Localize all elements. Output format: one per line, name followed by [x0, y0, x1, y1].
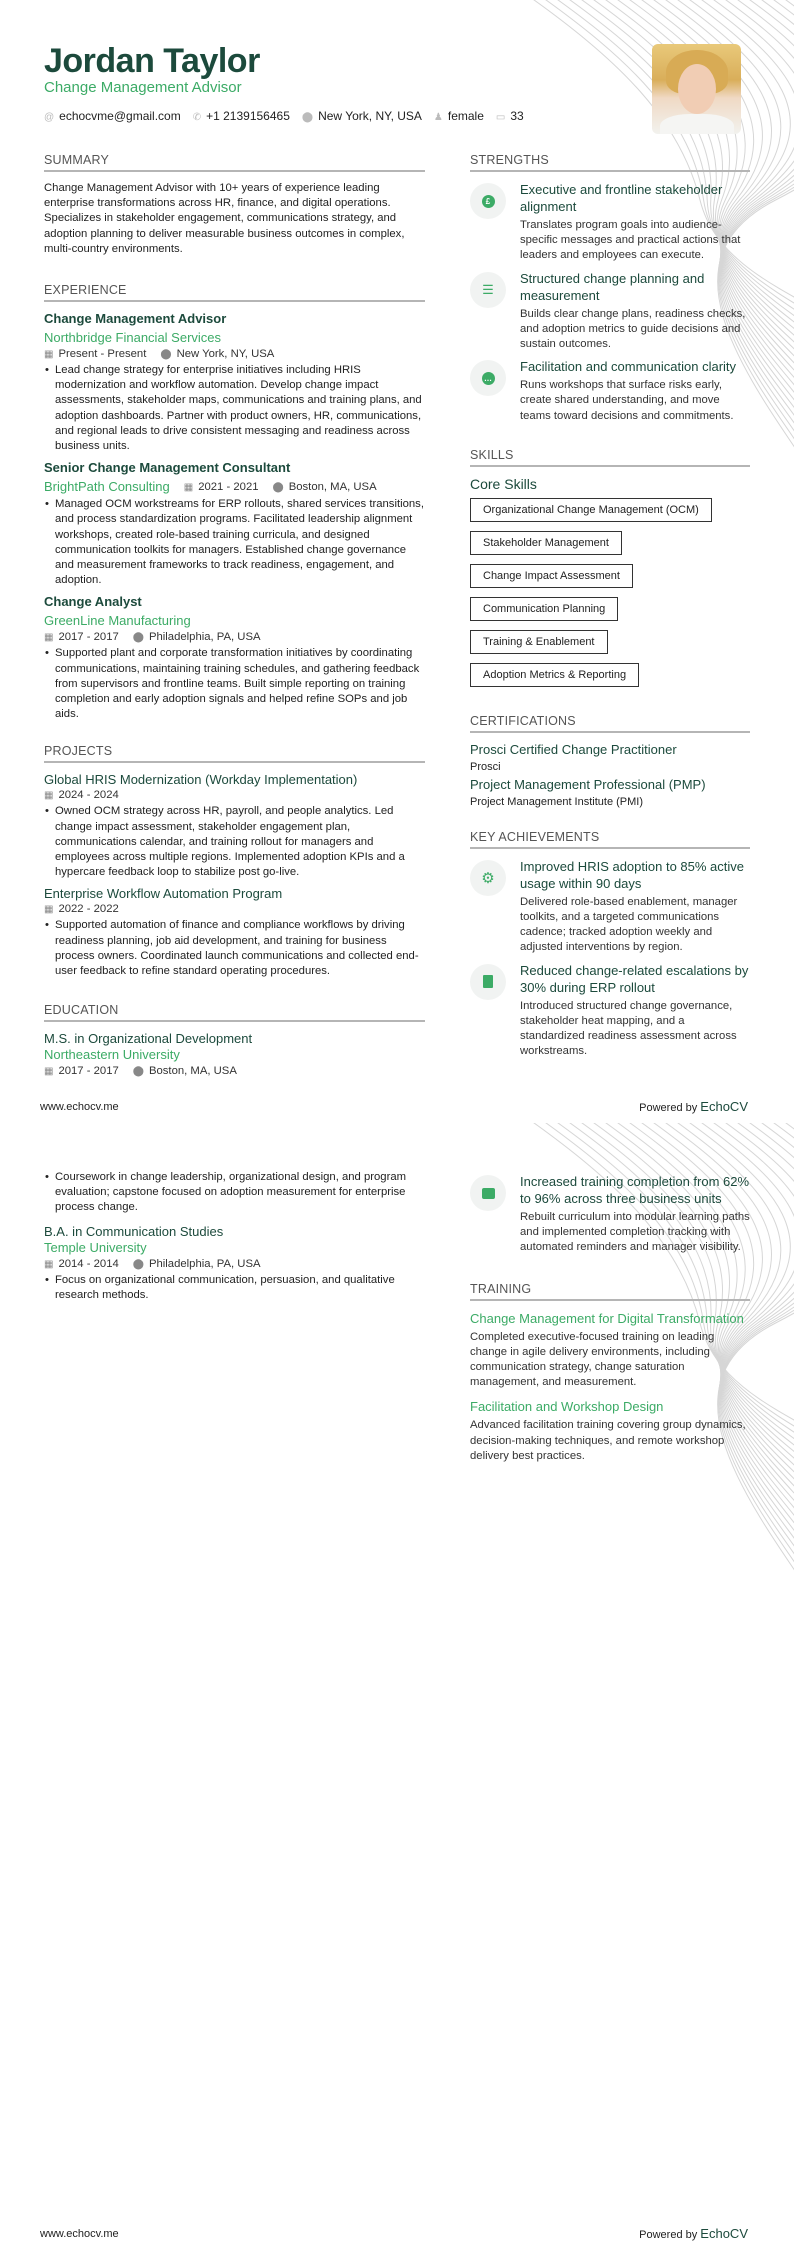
degree: B.A. in Communication Studies — [44, 1223, 224, 1239]
left-column — [44, 153, 425, 1095]
job-bullet: • Managed OCM workstreams for ERP rollouts, shared services transitions, and process standardization programs. Facilitated leadership alignment workshops, created role-based training curricula, and designed communication toolkits for managers. Established change governance and measurement frameworks to track readiness, engagement, and adoption. — [44, 497, 425, 588]
project-bullet: • Owned OCM strategy across HR, payroll, and people analytics. Led change impact assessment, stakeholder engagement plan, communications calendar, and training rollout for managers and employees across multiple regions. Implemented adoption KPIs and a hypercare feedback loop to stabilize post go-live. — [44, 804, 425, 880]
education-bullet: • Focus on organizational communication, persuasion, and qualitative research methods. — [44, 1273, 425, 1303]
skill-tag: Communication Planning — [470, 597, 618, 621]
skill-tag: Organizational Change Management (OCM) — [470, 498, 712, 522]
summary-section — [44, 153, 425, 257]
experience-entry: Change Management Advisor Northbridge Financial Services ▦ Present - Present ⬤ New York, NY, USA • Lead change strategy for enterprise initiatives including HRIS modernization and workflow automation. Develop change impact assessments, stakeholder maps, communications and training plans, and adoption dashboards. Partner with product owners, HR, communications, and regional leads to drive consistent messaging and readiness across business units. — [44, 311, 425, 454]
job-company: BrightPath Consulting — [44, 479, 170, 495]
calendar-icon: ▦ — [44, 349, 54, 361]
location-icon: ⬤ — [132, 1258, 144, 1270]
camera-icon — [482, 1188, 495, 1199]
project-name: Global HRIS Modernization (Workday Implementation) — [44, 772, 358, 788]
skill-tag: Training & Enablement — [470, 630, 608, 654]
calendar-icon: ▦ — [44, 632, 54, 644]
job-bullet: • Lead change strategy for enterprise initiatives including HRIS modernization and workflow automation. Develop change impact assessments, stakeholder maps, communications and training plans, and adoption dashboards. Partner with product owners, HR, communications, and regional leads to drive consistent messaging and readiness across business units. — [44, 363, 425, 454]
contact-phone[interactable]: ✆ +1 2139156465 — [192, 109, 290, 123]
project-name: Enterprise Workflow Automation Program — [44, 886, 283, 902]
right-column — [470, 153, 750, 1077]
school: Temple University — [44, 1239, 147, 1255]
contact-gender: ♟ female — [433, 109, 484, 123]
calendar-icon: ▦ — [44, 904, 54, 916]
training-section — [470, 1282, 750, 1464]
location-icon: ⬤ — [160, 349, 172, 361]
experience-entry: Change Analyst GreenLine Manufacturing ▦ 2017 - 2017 ⬤ Philadelphia, PA, USA • Supported plant and corporate transformation initiatives by coordinating communications, maintaining training schedules, and gathering feedback from supervisors and frontline teams. Built simple reporting on training completion and early adoption signals and helped refine SOPs and job aids. — [44, 594, 425, 722]
achievements-section — [470, 830, 750, 1060]
contact-row — [44, 109, 524, 123]
achievement-item: Increased training completion from 62% to 96% across three business units Rebuilt curriculum into modular learning paths and implemented completion tracking with automated reminders and manager visibility. — [470, 1173, 750, 1256]
training-desc: Completed executive-focused training on leading change in agile delivery environments, including communication strategy, change saturation management, and measurement. — [470, 1330, 715, 1389]
candidate-name: Jordan Taylor — [44, 42, 260, 80]
skill-group-title: Core Skills — [470, 475, 537, 492]
job-role: Change Analyst — [44, 594, 142, 610]
skill-tag: Change Impact Assessment — [470, 564, 633, 588]
section-heading: STRENGTHS — [470, 153, 750, 172]
cert-name: Project Management Professional (PMP) — [470, 776, 706, 792]
strength-item: ☰ Structured change planning and measurement Builds clear change plans, readiness checks, and adoption metrics to guide decisions and sustain outcomes. — [470, 270, 750, 353]
achievement-item: ⚙ Improved HRIS adoption to 85% active usage within 90 days Delivered role-based enablement, manager toolkits, and a targeted communications cadence; tracked adoption weekly and adjusted interventions by region. — [470, 858, 750, 956]
at-icon: @ — [44, 112, 55, 123]
location-icon: ⬤ — [272, 481, 284, 493]
section-heading: SUMMARY — [44, 153, 425, 172]
training-name: Facilitation and Workshop Design — [470, 1399, 664, 1415]
section-heading: CERTIFICATIONS — [470, 714, 750, 733]
person-icon: ♟ — [433, 112, 443, 123]
summary-text: Change Management Advisor with 10+ years of experience leading enterprise transformations across HR, finance, and digital operations. Specializes in stakeholder engagement, communications strategy, and adoption planning to deliver measurable business outcomes in complex, multi-country environments. — [44, 182, 405, 255]
cert-issuer: Prosci — [470, 760, 501, 773]
section-heading: EDUCATION — [44, 1003, 425, 1022]
job-company: Northbridge Financial Services — [44, 330, 222, 346]
location-icon: ⬤ — [132, 1066, 144, 1078]
experience-entry: Senior Change Management Consultant BrightPath Consulting ▦ 2021 - 2021 ⬤ Boston, MA, USA • Managed OCM workstreams for ERP rollouts, shared services transitions, and process standardization programs. Facilitated leadership alignment workshops, created role-based training curricula, and designed communication toolkits for managers. Established change governance and measurement frameworks to track readiness, engagement, and adoption. — [44, 460, 425, 588]
section-heading: SKILLS — [470, 448, 750, 467]
skill-tag: Stakeholder Management — [470, 531, 622, 555]
sliders-icon: ☰ — [482, 281, 494, 297]
education-bullet: • Coursework in change leadership, organizational design, and program evaluation; capstone focused on adoption measurement for enterprise process change. — [44, 1170, 425, 1216]
contact-email[interactable]: @ echocvme@gmail.com — [44, 109, 181, 123]
contact-age: ▭ 33 — [495, 109, 524, 123]
education-section: EDUCATION M.S. in Organizational Development Northeastern University ▦ 2017 - 2017 ⬤ Boston, MA, USA — [44, 1003, 425, 1077]
degree: M.S. in Organizational Development — [44, 1031, 253, 1047]
strength-item: £ Executive and frontline stakeholder alignment Translates program goals into audience-specific messages and practical actions that leaders and employees can execute. — [470, 181, 750, 264]
pound-coin-icon: £ — [482, 195, 495, 208]
training-name: Change Management for Digital Transformation — [470, 1310, 744, 1326]
candidate-title: Change Management Advisor — [44, 79, 242, 96]
location-icon: ⬤ — [132, 632, 144, 644]
job-role: Change Management Advisor — [44, 311, 227, 327]
calendar-icon: ▦ — [44, 1066, 54, 1078]
gear-icon: ⚙ — [481, 869, 495, 887]
left-column: • Coursework in change leadership, organizational design, and program evaluation; capstone focused on adoption measurement for enterprise process change. B.A. in Communication Studies Temple University ▦ 2014 - 2014 ⬤ Philadelphia, PA, USA • Focus on organizational communication, persuasion, and qualitative research methods. — [44, 1167, 425, 1303]
right-column — [470, 1173, 750, 1482]
calendar-icon: ▦ — [183, 481, 194, 493]
resume-page-2 — [0, 1123, 794, 2246]
footer-site-link[interactable]: www.echocv.me — [40, 1101, 119, 1113]
cert-issuer: Project Management Institute (PMI) — [470, 795, 644, 808]
section-heading: PROJECTS — [44, 744, 425, 763]
profile-photo — [652, 44, 741, 134]
calendar-icon: ▦ — [44, 1258, 54, 1270]
phone-icon: ✆ — [192, 112, 202, 123]
job-company: GreenLine Manufacturing — [44, 613, 191, 629]
contact-location: ⬤ New York, NY, USA — [301, 109, 422, 123]
section-heading: KEY ACHIEVEMENTS — [470, 830, 750, 849]
calendar-icon: ▭ — [495, 112, 506, 123]
footer-powered-by[interactable]: Powered by EchoCV — [639, 2226, 748, 2241]
job-role: Senior Change Management Consultant — [44, 460, 291, 476]
cert-name: Prosci Certified Change Practitioner — [470, 741, 677, 757]
training-desc: Advanced facilitation training covering group dynamics, decision-making techniques, and remote workshop delivery best practices. — [470, 1419, 746, 1462]
calendar-icon: ▦ — [44, 790, 54, 802]
project-entry: Global HRIS Modernization (Workday Implementation) ▦ 2024 - 2024 • Owned OCM strategy across HR, payroll, and people analytics. Led change impact assessment, stakeholder engagement plan, communications calendar, and training rollout for managers and employees across multiple regions. Implemented adoption KPIs and a hypercare feedback loop to stabilize post go-live. — [44, 772, 425, 880]
footer-site-link[interactable]: www.echocv.me — [40, 2228, 119, 2240]
skills-section — [470, 448, 750, 696]
certifications-section — [470, 714, 750, 808]
location-icon: ⬤ — [301, 112, 314, 123]
skill-tag: Adoption Metrics & Reporting — [470, 663, 639, 687]
document-icon — [483, 975, 493, 988]
job-bullet: • Supported plant and corporate transformation initiatives by coordinating communications, maintaining training schedules, and gathering feedback from supervisors and frontline teams. Built simple reporting on training completion and early adoption signals and helped refine SOPs and job aids. — [44, 646, 425, 722]
project-bullet: • Supported automation of finance and compliance workflows by driving readiness planning, job aid development, and training for business process owners. Coordinated launch communications and collected end-user feedback to refine standard operating procedures. — [44, 918, 425, 979]
footer-powered-by[interactable]: Powered by EchoCV — [639, 1099, 748, 1114]
strength-item: … Facilitation and communication clarity Runs workshops that surface risks early, create shared understanding, and move teams toward decisions and commitments. — [470, 358, 750, 424]
section-heading: EXPERIENCE — [44, 283, 425, 302]
project-entry: Enterprise Workflow Automation Program ▦ 2022 - 2022 • Supported automation of finance and compliance workflows by driving readiness planning, job aid development, and training for business process owners. Coordinated launch communications and collected end-user feedback to refine standard operating procedures. — [44, 886, 425, 979]
school: Northeastern University — [44, 1047, 180, 1063]
experience-section — [44, 283, 425, 722]
projects-section — [44, 744, 425, 979]
chat-bubble-icon: … — [482, 372, 495, 385]
section-heading: TRAINING — [470, 1282, 750, 1301]
achievement-item: Reduced change-related escalations by 30% during ERP rollout Introduced structured change governance, stakeholder heat mapping, and a standardized readiness assessment across workstreams. — [470, 962, 750, 1060]
strengths-section — [470, 153, 750, 424]
